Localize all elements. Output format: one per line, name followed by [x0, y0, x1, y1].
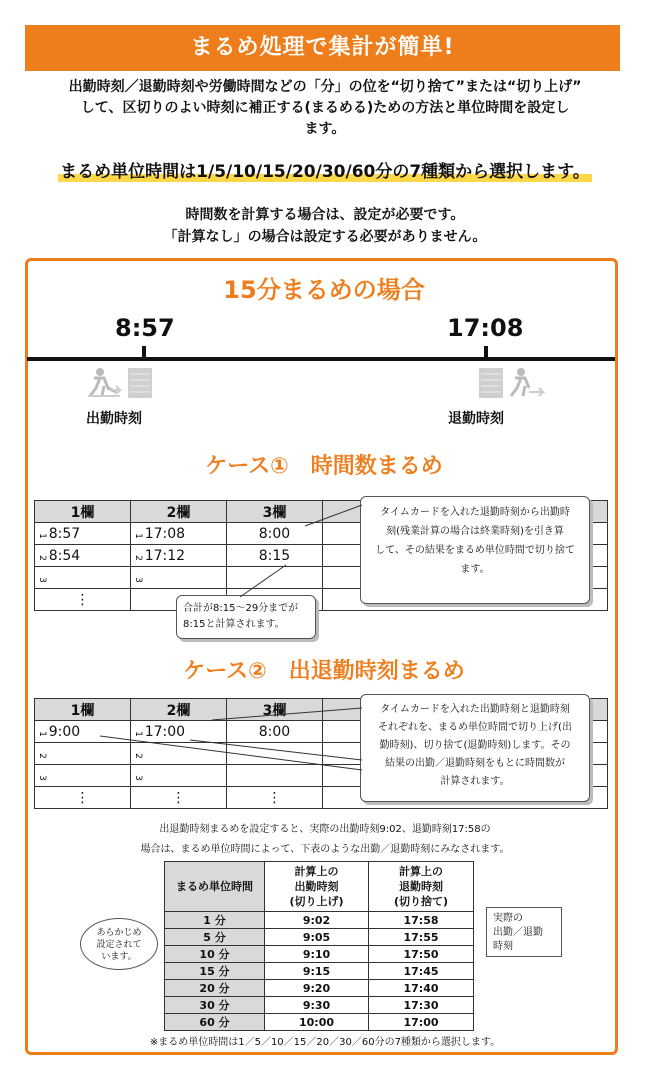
- out-cell: 17:40: [369, 980, 474, 997]
- unit-cell: 20 分: [165, 980, 265, 997]
- callout-line: 結果の出勤／退勤時刻をもとに時間数が: [385, 758, 565, 769]
- in-cell: 9:10: [265, 946, 369, 963]
- row-number: 1: [132, 730, 143, 737]
- explain-line-1: 出退勤時刻まるめを設定すると、実際の出勤時刻9:02、退勤時刻17:58の: [159, 824, 491, 835]
- cell: 8:57: [48, 525, 81, 542]
- in-cell: 9:02: [265, 912, 369, 929]
- out-cell: 17:50: [369, 946, 474, 963]
- cell: 9:00: [48, 723, 81, 740]
- out-cell: 17:55: [369, 929, 474, 946]
- banner-title: まるめ処理で集計が簡単!: [25, 25, 620, 71]
- callout-line: 計算されます。: [440, 776, 510, 787]
- cell: ⋮: [35, 787, 131, 809]
- callout-line: 8:15と計算されます。: [183, 619, 285, 630]
- in-cell: 9:15: [265, 963, 369, 980]
- cell: 8:54: [48, 547, 81, 564]
- table-row: [165, 1014, 474, 1031]
- out-cell: 17:58: [369, 912, 474, 929]
- example-title: 15分まるめの場合: [223, 276, 425, 304]
- note-line-1: 時間数を計算する場合は、設定が必要です。: [185, 207, 465, 223]
- cell: 8:00: [227, 523, 323, 545]
- out-time: 17:08: [447, 314, 524, 342]
- in-cell: 9:20: [265, 980, 369, 997]
- callout-line: ます。: [460, 564, 490, 575]
- in-cell: 9:30: [265, 997, 369, 1014]
- callout-line: タイムカードを入れた退勤時刻から出勤時: [380, 507, 570, 518]
- callout-line: して、その結果をまるめ単位時間で切り捨て: [375, 545, 575, 556]
- unit-cell: 10 分: [165, 946, 265, 963]
- case1-title: ケース① 時間数まるめ: [205, 454, 443, 479]
- cell: ⋮: [35, 589, 131, 611]
- cell: 17:12: [144, 547, 186, 564]
- explain-text: [25, 820, 625, 860]
- table-row: [165, 980, 474, 997]
- table-row: [165, 963, 474, 980]
- out-cell: 17:30: [369, 997, 474, 1014]
- out-label: 退勤時刻: [448, 411, 504, 427]
- cell: 17:00: [144, 723, 186, 740]
- callout-line: タイムカードを入れた出勤時刻と退勤時刻: [380, 704, 570, 715]
- cell: ⋮: [131, 787, 227, 809]
- callout-line: それぞれを、まるめ単位時間で切り上げ(出: [378, 722, 572, 733]
- highlight-span: まるめ単位時間は1/5/10/15/20/30/60分の7種類から選択します。: [60, 162, 590, 182]
- header-in: 計算上の 出勤時刻 (切り上げ): [265, 862, 369, 912]
- case2-header-1: 1欄: [35, 699, 131, 721]
- unit-cell: 30 分: [165, 997, 265, 1014]
- row-number: 3: [132, 774, 143, 781]
- table-row: [165, 946, 474, 963]
- preset-bubble: あらかじめ 設定されて います。: [80, 918, 158, 970]
- row-number: 3: [36, 774, 47, 781]
- cell: 8:15: [227, 545, 323, 567]
- unit-cell: 5 分: [165, 929, 265, 946]
- cell: ⋮: [227, 787, 323, 809]
- unit-cell: 15 分: [165, 963, 265, 980]
- cell: 17:08: [144, 525, 186, 542]
- unit-cell: 1 分: [165, 912, 265, 929]
- case1-header-2: 2欄: [131, 501, 227, 523]
- case2-header-2: 2欄: [131, 699, 227, 721]
- unit-cell: 60 分: [165, 1014, 265, 1031]
- callout-line: 刻(残業計算の場合は終業時刻)を引き算: [386, 526, 564, 537]
- intro-line-2: して、区切りのよい時刻に補正する(まるめる)ための方法と単位時間を設定し: [80, 100, 570, 116]
- case1-header-3: 3欄: [227, 501, 323, 523]
- intro-line-1: 出勤時刻／退勤時刻や労働時間などの「分」の位を“切り捨て”または“切り上げ”: [68, 79, 582, 95]
- header-unit: まるめ単位時間: [165, 862, 265, 912]
- note-line-2: 「計算なし」の場合は設定する必要がありません。: [163, 229, 487, 245]
- actual-time-callout: 実際の 出勤／退勤 時刻: [486, 907, 562, 957]
- table-row: [165, 929, 474, 946]
- in-cell: 9:05: [265, 929, 369, 946]
- case2-title: ケース② 出退勤時刻まるめ: [183, 659, 465, 684]
- row-number: 1: [36, 730, 47, 737]
- footnote: ※まるめ単位時間は1／5／10／15／20／30／60分の7種類から選択します。: [149, 1037, 501, 1048]
- in-label: 出勤時刻: [86, 411, 142, 427]
- row-number: 1: [132, 532, 143, 539]
- cell: 8:00: [227, 721, 323, 743]
- in-cell: 10:00: [265, 1014, 369, 1031]
- row-number: 3: [36, 576, 47, 583]
- in-time: 8:57: [115, 314, 175, 342]
- row-number: 2: [132, 554, 143, 561]
- callout-line: 合計が8:15〜29分までが: [183, 603, 299, 614]
- row-number: 3: [132, 576, 143, 583]
- header-out: 計算上の 退勤時刻 (切り捨て): [369, 862, 474, 912]
- table-row: [165, 912, 474, 929]
- out-cell: 17:45: [369, 963, 474, 980]
- out-cell: 17:00: [369, 1014, 474, 1031]
- row-number: 1: [36, 532, 47, 539]
- row-number: 2: [132, 752, 143, 759]
- rounding-table: [164, 861, 474, 1031]
- row-number: 2: [36, 752, 47, 759]
- case1-header-1: 1欄: [35, 501, 131, 523]
- case2-header-3: 3欄: [227, 699, 323, 721]
- callout-line: 勤時刻)、切り捨て(退勤時刻)します。その: [379, 740, 571, 751]
- intro-line-3: ます。: [304, 121, 346, 137]
- row-number: 2: [36, 554, 47, 561]
- explain-line-2: 場合は、まるめ単位時間によって、下表のような出勤／退勤時刻にみなされます。: [140, 844, 510, 855]
- table-row: [165, 997, 474, 1014]
